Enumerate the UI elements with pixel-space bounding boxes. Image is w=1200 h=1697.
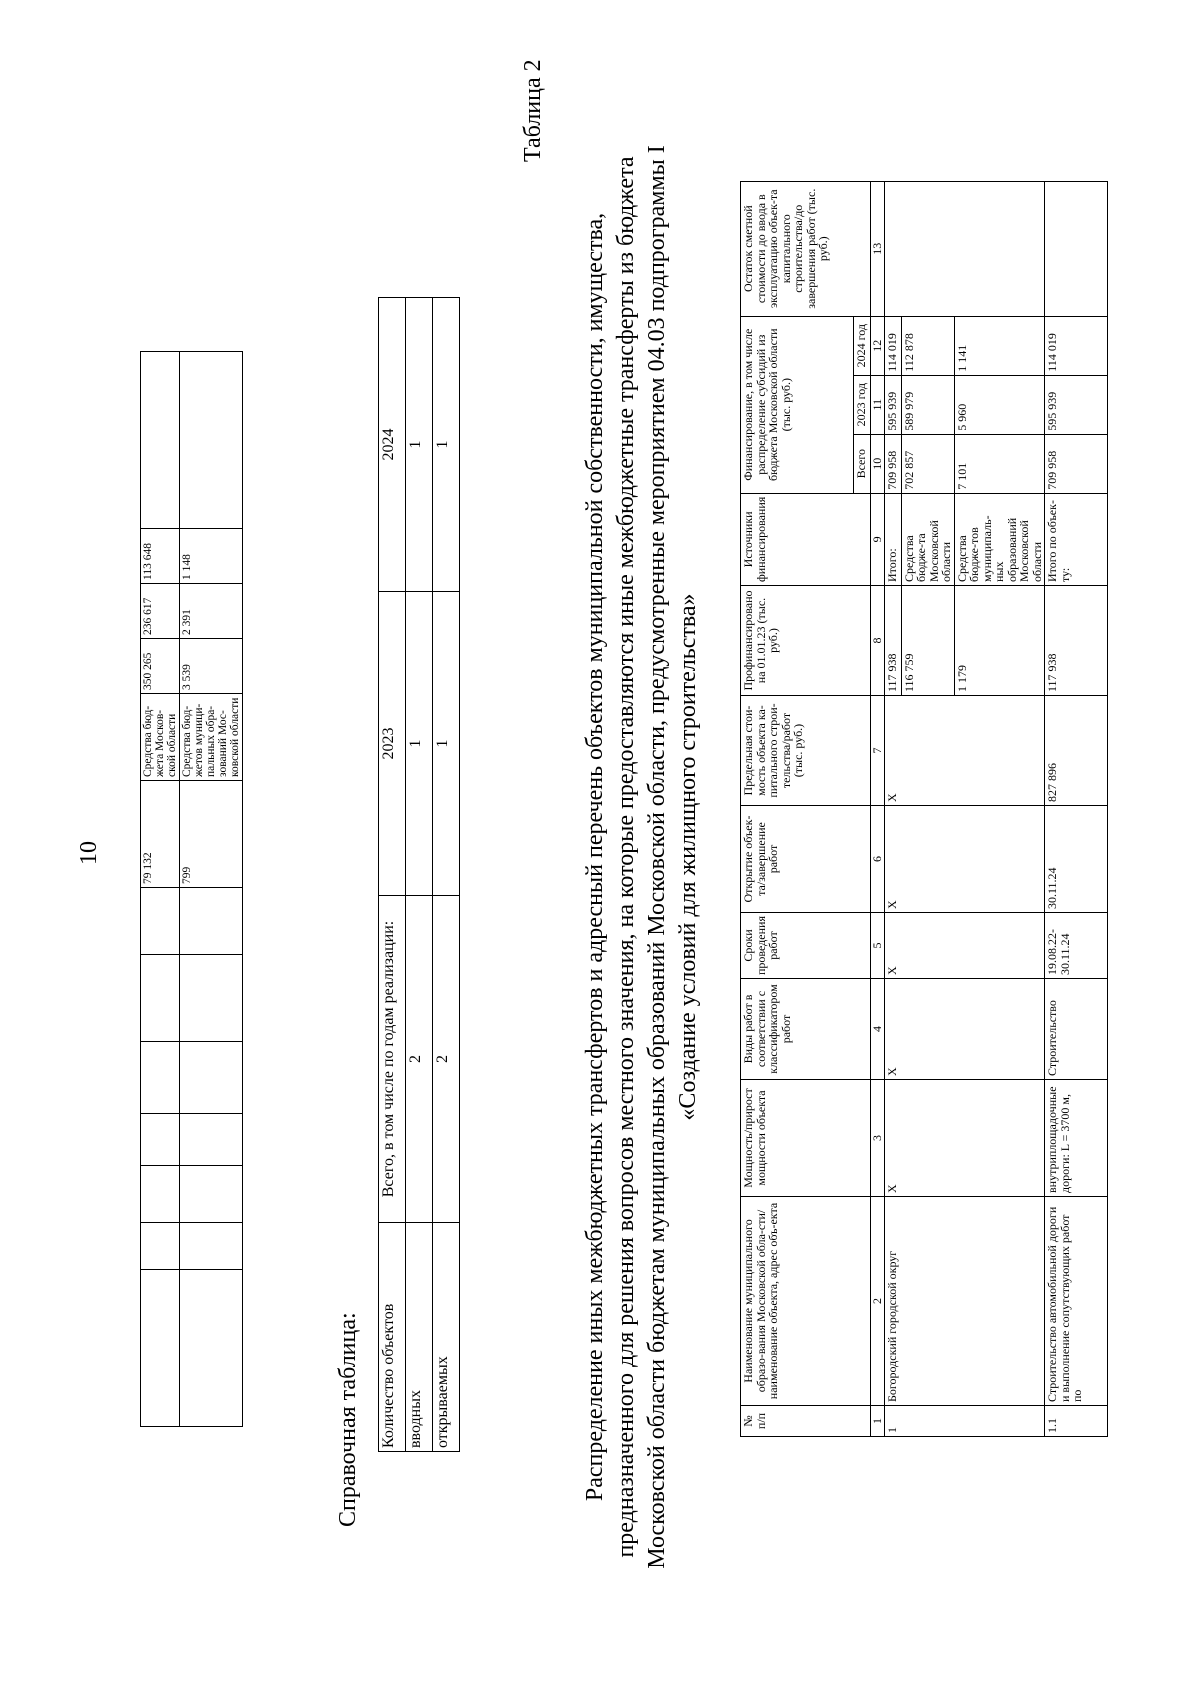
financed-cell: 117 938 xyxy=(1045,586,1108,696)
total-cell: 709 958 xyxy=(1045,434,1108,493)
column-number: 11 xyxy=(871,375,885,434)
table-cell: 1 xyxy=(406,298,433,592)
table-row xyxy=(180,352,243,1427)
table-cell: 1 xyxy=(433,298,460,592)
header-cell: Остаток сметной стоимости до ввода в эксплуатацию объек-та капитального строительства/до завершения работ (тыс. руб.) xyxy=(741,181,871,316)
remaining-cost-cell xyxy=(884,181,1045,316)
table-cell xyxy=(141,1114,180,1166)
year-2024-cell: 112 878 xyxy=(901,316,954,375)
table-cell: 2 xyxy=(433,896,460,1223)
header-cell: Сроки проведения работ xyxy=(741,913,871,979)
table-cell: 1 xyxy=(406,592,433,896)
table2-label: Таблица 2 xyxy=(520,59,546,162)
header-cell: 2024 год xyxy=(854,316,871,375)
year-2024-cell: 1 141 xyxy=(954,316,1045,375)
table-header-row xyxy=(379,298,406,1452)
column-number: 7 xyxy=(871,696,885,806)
header-cell: 2023 xyxy=(379,592,406,896)
column-number: 5 xyxy=(871,913,885,979)
cost-cell: X xyxy=(884,696,1045,806)
column-number: 8 xyxy=(871,586,885,696)
header-cell: Открытие объек-та/завершение работ xyxy=(741,806,871,913)
table-cell: открываемых xyxy=(433,1223,460,1452)
table-cell: Средства бюд-жетов муници-пальных обра-зований Мос-ковской области xyxy=(180,694,243,781)
column-number: 3 xyxy=(871,1080,885,1197)
total-cell: 709 958 xyxy=(884,434,901,493)
municipality-name: Богородский городской округ xyxy=(884,1197,1045,1406)
opening-cell: 30.11.24 xyxy=(1045,806,1108,913)
table-cell: Средства бюд-жета Москов-ской области xyxy=(141,694,180,781)
table-cell: вводных xyxy=(406,1223,433,1452)
column-number: 6 xyxy=(871,806,885,913)
table-cell: 3 539 xyxy=(180,639,243,694)
row-number: 1.1 xyxy=(1045,1406,1108,1437)
source-cell: Итого: xyxy=(884,493,901,585)
reference-table-title: Справочная таблица: xyxy=(335,1312,361,1527)
table-cell: 236 617 xyxy=(141,584,180,639)
table-cell xyxy=(141,955,180,1042)
capacity-cell: внутриплощадочные дороги: L = 3700 м, xyxy=(1045,1080,1108,1197)
capacity-cell: X xyxy=(884,1080,1045,1197)
source-cell: Средства бюдже-тов муниципаль-ных образований Московской области xyxy=(954,493,1045,585)
table-cell xyxy=(180,1114,243,1166)
header-cell: Виды работ в соответствии с классификатором работ xyxy=(741,979,871,1080)
financed-cell: 117 938 xyxy=(884,586,901,696)
year-2024-cell: 114 019 xyxy=(884,316,901,375)
table-cell: 2 391 xyxy=(180,584,243,639)
header-cell: Всего, в том числе по годам реализации: xyxy=(379,896,406,1223)
header-cell: Мощность/прирост мощности объекта xyxy=(741,1080,871,1197)
year-2023-cell: 5 960 xyxy=(954,375,1045,434)
table-cell: 79 132 xyxy=(141,781,180,888)
year-2023-cell: 595 939 xyxy=(884,375,901,434)
year-2023-cell: 589 979 xyxy=(901,375,954,434)
opening-cell: X xyxy=(884,806,1045,913)
table-cell xyxy=(180,1223,243,1270)
row-number: 1 xyxy=(884,1406,1045,1437)
financed-cell: 1 179 xyxy=(954,586,1045,696)
work-type-cell: Строительство xyxy=(1045,979,1108,1080)
table-cell xyxy=(180,955,243,1042)
header-cell: № п/п xyxy=(741,1406,871,1437)
table-cell xyxy=(141,1042,180,1114)
header-cell: Количество объектов xyxy=(379,1223,406,1452)
table-cell xyxy=(180,1166,243,1223)
total-cell: 7 101 xyxy=(954,434,1045,493)
header-cell: 2024 xyxy=(379,298,406,592)
column-number: 2 xyxy=(871,1197,885,1406)
header-cell: Наименование муниципального образо-вания Московской обла-сти/наименование объекта, адрес объ-екта xyxy=(741,1197,871,1406)
column-numbers-row xyxy=(871,181,885,1436)
column-number: 4 xyxy=(871,979,885,1080)
object-name: Строительство автомобильной дороги и выполнение сопутствующих работ по xyxy=(1045,1197,1108,1406)
table2 xyxy=(740,181,1108,1437)
header-cell: Финансирование, в том числе распределение субсидий из бюджета Московской области (тыс. руб.) xyxy=(741,316,854,493)
table-cell xyxy=(141,1223,180,1270)
work-type-cell: X xyxy=(884,979,1045,1080)
header-cell: 2023 год xyxy=(854,375,871,434)
header-cell: Всего xyxy=(854,434,871,493)
table-cell: 350 265 xyxy=(141,639,180,694)
source-cell: Средства бюдже-та Московской области xyxy=(901,493,954,585)
table-cell: 1 148 xyxy=(180,529,243,584)
table-row xyxy=(433,298,460,1452)
table-cell xyxy=(141,352,180,529)
page-number: 10 xyxy=(76,841,102,865)
column-number: 9 xyxy=(871,493,885,585)
page-heading: Распределение иных межбюджетных трансфертов и адресный перечень объектов муниципальной собственности, имущества, предназначенного для решения вопросов местного значения, на которые предоставляются иные межбюджетные трансферты из бюджета Московской области бюджетам муниципальных образований Московской области, предусмотренные мероприятием 04.03 подпрограммы I «Создание условий для жилищного строительства» xyxy=(582,145,701,1569)
table-cell xyxy=(180,1042,243,1114)
table-header-row xyxy=(741,181,854,1436)
column-number: 1 xyxy=(871,1406,885,1437)
source-cell: Итого по объек-ту: xyxy=(1045,493,1108,585)
year-2024-cell: 114 019 xyxy=(1045,316,1108,375)
table-cell xyxy=(141,1270,180,1427)
term-cell: 19.08.22-30.11.24 xyxy=(1045,913,1108,979)
table-cell xyxy=(141,888,180,955)
header-cell: Профинансировано на 01.01.23 (тыс. руб.) xyxy=(741,586,871,696)
table-cell xyxy=(141,1166,180,1223)
year-2023-cell: 595 939 xyxy=(1045,375,1108,434)
table-cell: 799 xyxy=(180,781,243,888)
header-cell: Предельная стои-мость объекта ка-питального строи-тельства/работ (тыс. руб.) xyxy=(741,696,871,806)
table-cell xyxy=(180,352,243,529)
table-row xyxy=(884,181,901,1436)
table-cell xyxy=(180,888,243,955)
header-cell: Источники финансирования xyxy=(741,493,871,585)
table-cell: 113 648 xyxy=(141,529,180,584)
column-number: 13 xyxy=(871,181,885,316)
cost-cell: 827 896 xyxy=(1045,696,1108,806)
table-row xyxy=(406,298,433,1452)
table-cell: 2 xyxy=(406,896,433,1223)
table-row xyxy=(1045,181,1108,1436)
total-cell: 702 857 xyxy=(901,434,954,493)
column-number: 12 xyxy=(871,316,885,375)
term-cell: X xyxy=(884,913,1045,979)
table-row xyxy=(141,352,180,1427)
table-cell xyxy=(180,1270,243,1427)
financed-cell: 116 759 xyxy=(901,586,954,696)
continuation-table xyxy=(140,351,243,1427)
remaining-cost-cell xyxy=(1045,181,1108,316)
column-number: 10 xyxy=(871,434,885,493)
reference-table xyxy=(378,297,460,1452)
table-cell: 1 xyxy=(433,592,460,896)
